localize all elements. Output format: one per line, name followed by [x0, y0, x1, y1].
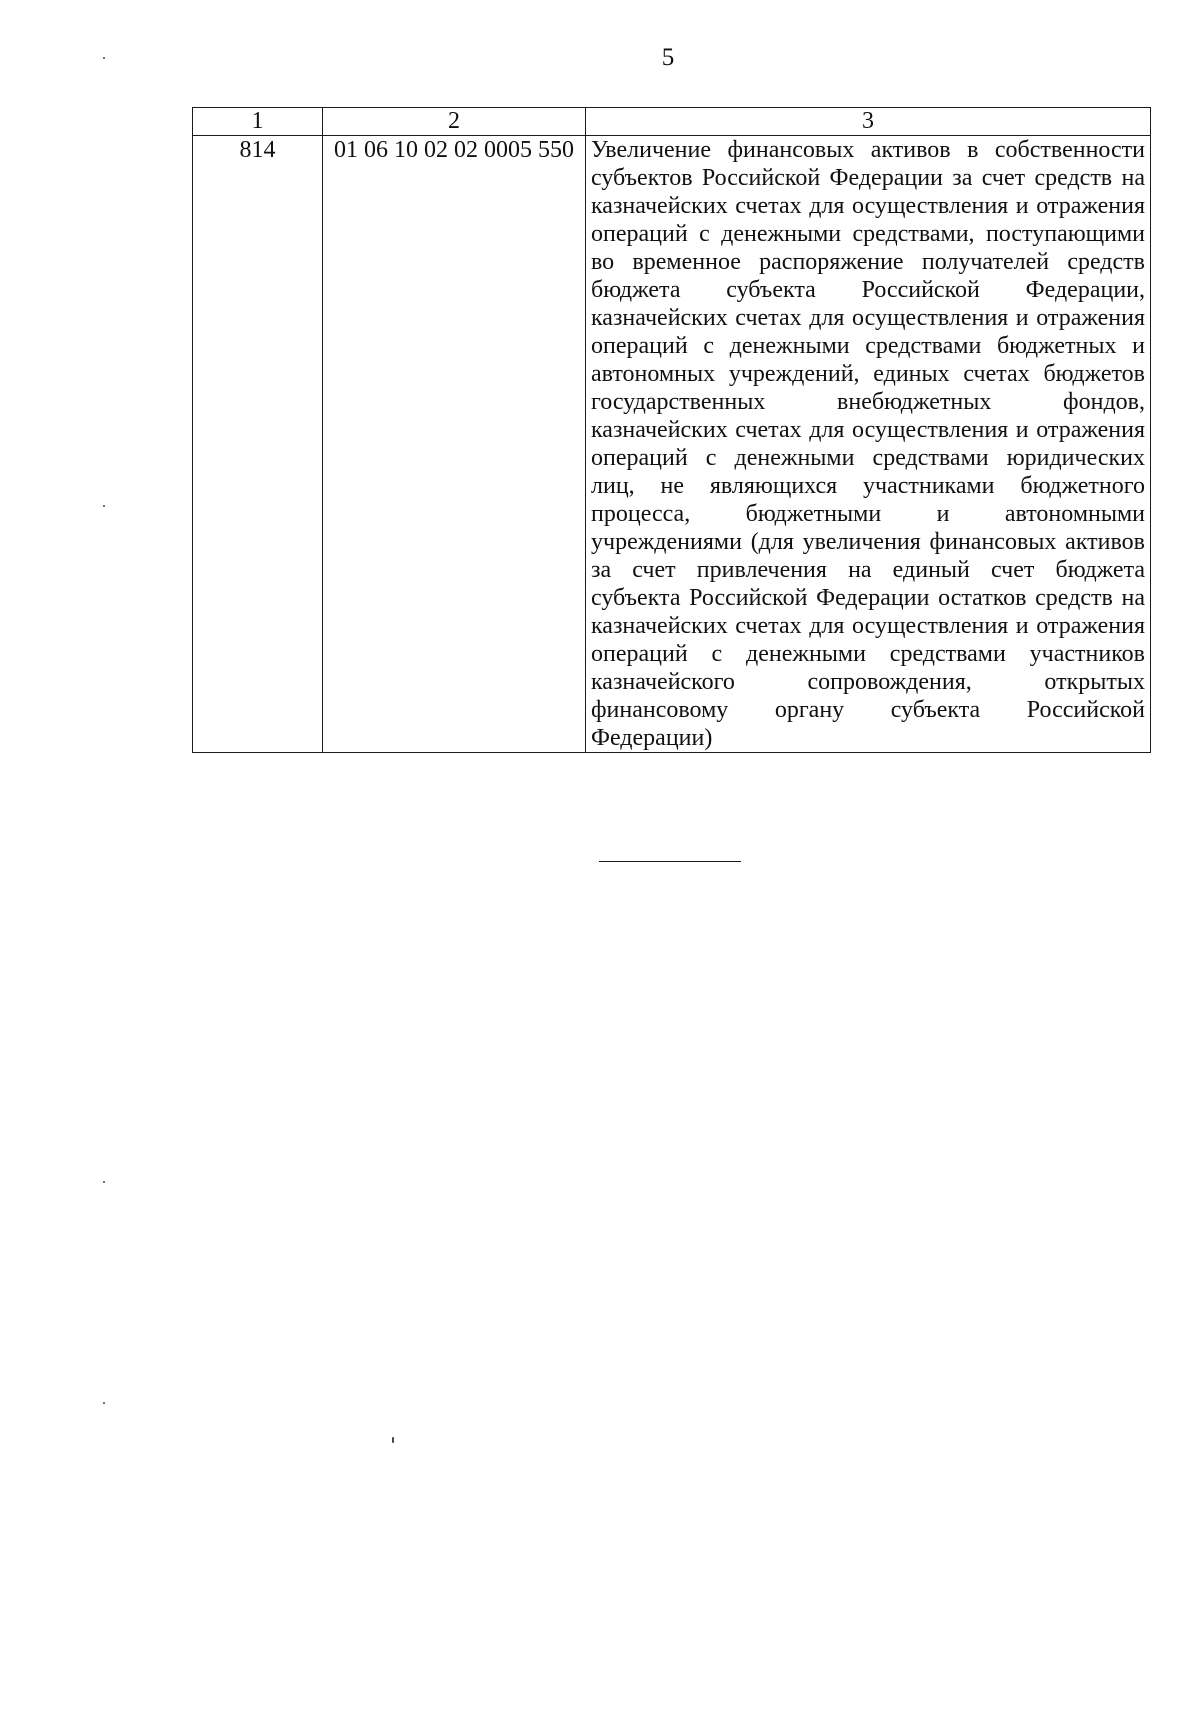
table-header-row — [193, 108, 1151, 136]
scan-speck — [103, 57, 105, 59]
column-header-2: 2 — [323, 108, 586, 136]
admin-code-cell: 814 — [193, 136, 323, 753]
scan-speck — [103, 1402, 105, 1404]
end-separator-line — [599, 861, 741, 862]
scan-speck — [103, 505, 105, 507]
column-header-1: 1 — [193, 108, 323, 136]
description-cell: Увеличение финансовых активов в собственности субъектов Российской Федерации за счет средств на казначейских счетах для осуществления и отражения операций с денежными средствами, поступающими во временное распоряжение получателей средств бюджета субъекта Российской Федерации, казначейских счетах для осуществления и отражения операций с денежными средствами бюджетных и автономных учреждений, единых счетах бюджетов государственных внебюджетных фондов, казначейских счетах для осуществления и отражения операций с денежными средствами юридических лиц, не являющихся участниками бюджетного процесса, бюджетными и автономными учреждениями (для увеличения финансовых активов за счет привлечения на единый счет бюджета субъекта Российской Федерации остатков средств на казначейских счетах для осуществления и отражения операций с денежными средствами участников казначейского сопровождения, открытых финансовому органу субъекта Российской Федерации) — [586, 136, 1151, 753]
page-number: 5 — [661, 44, 675, 71]
scan-speck — [103, 1181, 105, 1183]
budget-code-cell: 01 06 10 02 02 0005 550 — [323, 136, 586, 753]
column-header-3: 3 — [586, 108, 1151, 136]
scan-speck — [392, 1437, 394, 1443]
table-row — [193, 136, 1151, 753]
codes-table — [192, 107, 1151, 753]
